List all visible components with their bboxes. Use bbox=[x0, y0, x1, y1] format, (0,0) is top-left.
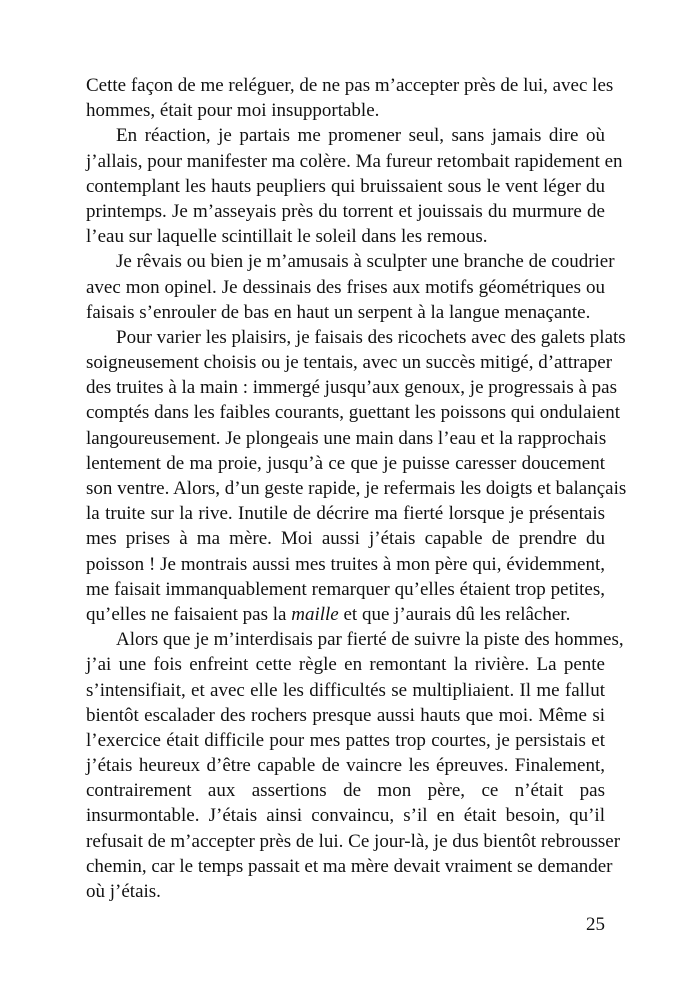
text-line bbox=[86, 602, 605, 627]
text-line: mes prises à ma mère. Moi aussi j’étais capable de prendre du bbox=[86, 528, 605, 550]
text-line: En réaction, je partais me promener seul, sans jamais dire où bbox=[116, 125, 605, 147]
text-line: Alors que je m’interdisais par fierté de suivre la piste des hommes, bbox=[116, 629, 624, 651]
text-segment: qu’elles ne faisaient pas la bbox=[86, 603, 292, 625]
text-line: printemps. Je m’asseyais près du torrent et jouissais du murmure de bbox=[86, 200, 605, 222]
paragraph bbox=[86, 325, 627, 627]
text-line: j’ai une fois enfreint cette règle en remontant la rivière. La pente bbox=[86, 654, 605, 676]
text-line: poisson ! Je montrais aussi mes truites à mon père qui, évidemment, bbox=[86, 553, 605, 575]
paragraph bbox=[86, 627, 624, 904]
text-line: langoureusement. Je plongeais une main dans l’eau et la rapprochais bbox=[86, 427, 607, 449]
text-line: où j’étais. bbox=[86, 881, 161, 902]
book-page-text bbox=[86, 73, 627, 904]
page-number: 25 bbox=[586, 914, 605, 935]
text-line: contrairement aux assertions de mon père, ce n’était pas bbox=[86, 780, 605, 802]
text-line: j’étais heureux d’être capable de vaincre les épreuves. Finalement, bbox=[86, 755, 605, 777]
text-line: Cette façon de me reléguer, de ne pas m’accepter près de lui, avec les bbox=[86, 75, 614, 96]
text-line: hommes, était pour moi insupportable. bbox=[86, 100, 380, 122]
text-line: son ventre. Alors, d’un geste rapide, je refermais les doigts et balançais bbox=[86, 478, 627, 499]
text-line: s’intensifiait, et avec elle les difficultés se multipliaient. Il me fallut bbox=[86, 679, 605, 701]
italic-word: maille bbox=[291, 603, 339, 625]
text-line: refusait de m’accepter près de lui. Ce jour-là, je dus bientôt rebrousser bbox=[86, 830, 621, 852]
text-line: des truites à la main : immergé jusqu’aux genoux, je progressais à pas bbox=[86, 377, 617, 399]
text-line: insurmontable. J’étais ainsi convaincu, s’il en était besoin, qu’il bbox=[86, 805, 605, 827]
text-line: comptés dans les faibles courants, guettant les poissons qui ondulaient bbox=[86, 402, 621, 424]
text-line: l’eau sur laquelle scintillait le soleil dans les remous. bbox=[86, 226, 488, 248]
text-line: la truite sur la rive. Inutile de décrire ma fierté lorsque je présentais bbox=[86, 503, 605, 525]
text-line: contemplant les hauts peupliers qui bruissaient sous le vent léger du bbox=[86, 175, 605, 197]
text-line: me faisait immanquablement remarquer qu’elles étaient trop petites, bbox=[86, 578, 605, 600]
text-line: soigneusement choisis ou je tentais, avec un succès mitigé, d’attraper bbox=[86, 352, 613, 374]
text-line: Pour varier les plaisirs, je faisais des ricochets avec des galets plats bbox=[116, 326, 626, 348]
text-line: bientôt escalader des rochers presque aussi hauts que moi. Même si bbox=[86, 704, 605, 726]
text-line: faisais s’enrouler de bas en haut un serpent à la langue menaçante. bbox=[86, 301, 591, 323]
text-segment: et que j’aurais dû les relâcher. bbox=[338, 603, 571, 625]
text-line: lentement de ma proie, jusqu’à ce que je puisse caresser doucement bbox=[86, 452, 605, 474]
text-line: chemin, car le temps passait et ma mère devait vraiment se demander bbox=[86, 855, 613, 877]
paragraph bbox=[86, 73, 614, 123]
paragraph bbox=[86, 123, 623, 249]
text-line: l’exercice était difficile pour mes pattes trop courtes, je persistais et bbox=[86, 729, 605, 751]
text-line: j’allais, pour manifester ma colère. Ma fureur retombait rapidement en bbox=[86, 150, 623, 172]
text-line: avec mon opinel. Je dessinais des frises aux motifs géométriques ou bbox=[86, 276, 605, 298]
paragraph bbox=[86, 249, 615, 325]
text-line: Je rêvais ou bien je m’amusais à sculpter une branche de coudrier bbox=[116, 251, 615, 273]
